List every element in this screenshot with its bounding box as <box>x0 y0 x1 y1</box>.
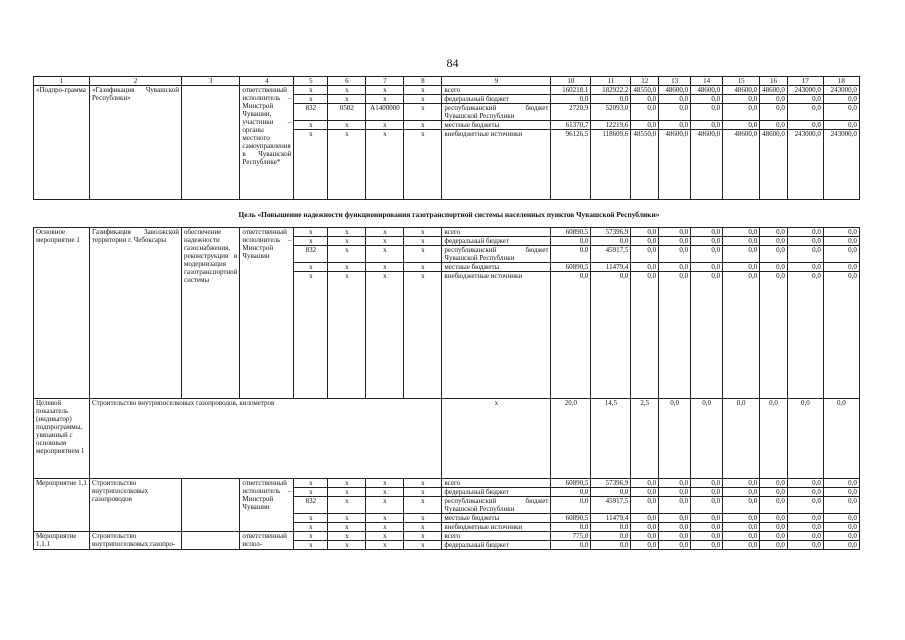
value-cell: 0,0 <box>823 95 859 104</box>
value-cell: 60890,5 <box>551 263 591 272</box>
code-cell: x <box>294 86 328 95</box>
value-cell: 0,0 <box>823 104 859 121</box>
code-cell: x <box>366 237 404 246</box>
indicator-value: 0,0 <box>659 399 691 479</box>
value-cell: 0,0 <box>591 488 631 497</box>
executor-cell: ответственный исполнитель – Минстрой Чувашии <box>240 479 294 532</box>
value-cell: 0,0 <box>631 514 659 523</box>
value-cell: 0,0 <box>823 497 859 514</box>
value-cell: 0,0 <box>787 488 823 497</box>
column-header: 13 <box>659 77 691 86</box>
column-header: 6 <box>328 77 366 86</box>
value-cell: 11479,4 <box>591 263 631 272</box>
value-cell: 182922,2 <box>591 86 631 95</box>
funding-source: всего <box>442 532 551 541</box>
value-cell: 0,0 <box>723 497 760 514</box>
value-cell: 0,0 <box>823 488 859 497</box>
value-cell: 0,0 <box>723 532 760 541</box>
funding-source: местные бюджеты <box>442 263 551 272</box>
value-cell: 52093,0 <box>591 104 631 121</box>
table-row <box>34 479 860 488</box>
code-cell: x <box>294 95 328 104</box>
indicator-value: 14,5 <box>591 399 631 479</box>
column-header: 4 <box>240 77 294 86</box>
value-cell: 0,0 <box>723 104 760 121</box>
value-cell: 48550,0 <box>631 130 659 200</box>
value-cell: 0,0 <box>591 237 631 246</box>
code-cell: x <box>366 497 404 514</box>
value-cell: 0,0 <box>823 263 859 272</box>
value-cell: 0,0 <box>691 532 723 541</box>
value-cell: 0,0 <box>659 497 691 514</box>
goal-heading: Цель «Повышение надежности функционирования газотранспортной системы населенных пунктов Чувашской Республики» <box>238 210 660 219</box>
value-cell: 0,0 <box>659 121 691 130</box>
indicator-x: x <box>442 399 551 479</box>
result-cell <box>182 532 240 550</box>
value-cell: 0,0 <box>787 532 823 541</box>
value-cell: 243000,0 <box>787 130 823 200</box>
funding-source: республиканский бюджет Чувашской Республики <box>442 104 551 121</box>
value-cell: 0,0 <box>787 246 823 263</box>
indicator-value: 20,0 <box>551 399 591 479</box>
result-cell <box>182 479 240 532</box>
value-cell: 0,0 <box>723 263 760 272</box>
code-cell: x <box>404 479 442 488</box>
value-cell: 60890,5 <box>551 514 591 523</box>
value-cell: 0,0 <box>551 95 591 104</box>
code-cell: x <box>366 86 404 95</box>
value-cell: 0,0 <box>787 541 823 550</box>
value-cell: 0,0 <box>787 479 823 488</box>
value-cell: 0,0 <box>691 497 723 514</box>
executor-cell: ответственный испол- <box>240 532 294 550</box>
value-cell: 48600,0 <box>691 130 723 200</box>
value-cell: 243000,0 <box>823 130 859 200</box>
funding-source: республиканский бюджет Чувашской Республики <box>442 497 551 514</box>
value-cell: 0,0 <box>787 272 823 399</box>
value-cell: 0,0 <box>551 246 591 263</box>
value-cell: 0,0 <box>691 228 723 237</box>
code-cell: x <box>328 523 366 532</box>
value-cell: 0,0 <box>591 272 631 399</box>
value-cell: 0,0 <box>631 272 659 399</box>
value-cell: 61370,7 <box>551 121 591 130</box>
value-cell: 0,0 <box>723 523 760 532</box>
value-cell: 0,0 <box>787 104 823 121</box>
value-cell: 0,0 <box>787 514 823 523</box>
value-cell: 0,0 <box>760 263 788 272</box>
indicator-value: 0,0 <box>787 399 823 479</box>
code-cell: x <box>404 95 442 104</box>
column-header: 16 <box>760 77 788 86</box>
code-cell: 832 <box>294 246 328 263</box>
executor-cell: ответственный исполнитель – Минстрой Чувашии <box>240 228 294 399</box>
value-cell: 0,0 <box>760 541 788 550</box>
funding-source: республиканский бюджет Чувашской Республики <box>442 246 551 263</box>
indicator-value: 0,0 <box>760 399 788 479</box>
value-cell: 0,0 <box>659 246 691 263</box>
measure-name: Газификация Заволжской территории г. Чебоксары <box>90 228 182 399</box>
value-cell: 2720,9 <box>551 104 591 121</box>
value-cell: 0,0 <box>659 514 691 523</box>
value-cell: 0,0 <box>787 497 823 514</box>
value-cell: 0,0 <box>823 121 859 130</box>
code-cell: x <box>328 497 366 514</box>
value-cell: 0,0 <box>691 541 723 550</box>
value-cell: 0,0 <box>723 272 760 399</box>
code-cell: x <box>328 541 366 550</box>
column-header: 8 <box>404 77 442 86</box>
code-cell: x <box>404 541 442 550</box>
value-cell: 0,0 <box>631 95 659 104</box>
indicator-text: Строительство внутрипоселковых газопроводов, километров <box>90 399 442 479</box>
funding-source: федеральный бюджет <box>442 541 551 550</box>
code-cell: x <box>328 228 366 237</box>
value-cell: 0,0 <box>787 95 823 104</box>
value-cell: 0,0 <box>723 228 760 237</box>
code-cell: x <box>328 479 366 488</box>
value-cell: 0,0 <box>823 514 859 523</box>
value-cell: 243000,0 <box>823 86 859 95</box>
code-cell: x <box>366 121 404 130</box>
indicator-value: 2,5 <box>631 399 659 479</box>
code-cell: x <box>404 272 442 399</box>
table-row <box>34 228 860 237</box>
code-cell: x <box>294 532 328 541</box>
funding-source: местные бюджеты <box>442 121 551 130</box>
column-header: 10 <box>551 77 591 86</box>
value-cell: 0,0 <box>691 272 723 399</box>
value-cell: 0,0 <box>760 95 788 104</box>
column-header: 11 <box>591 77 631 86</box>
value-cell: 0,0 <box>591 523 631 532</box>
value-cell: 48600,0 <box>659 130 691 200</box>
indicator-label: Целевой показатель (индикатор) подпрограммы, увязанный с основным мероприятием 1 <box>34 399 90 479</box>
value-cell: 0,0 <box>659 95 691 104</box>
value-cell: 0,0 <box>723 488 760 497</box>
value-cell: 0,0 <box>551 237 591 246</box>
value-cell: 12219,6 <box>591 121 631 130</box>
value-cell: 0,0 <box>691 246 723 263</box>
value-cell: 0,0 <box>659 237 691 246</box>
funding-source: внебюджетные источники <box>442 130 551 200</box>
result-cell: обеспечение надежности газоснабжения, реконструкция и модернизация газотранспортной системы <box>182 228 240 399</box>
value-cell: 0,0 <box>691 95 723 104</box>
code-cell: x <box>328 237 366 246</box>
value-cell: 0,0 <box>551 497 591 514</box>
code-cell: x <box>294 541 328 550</box>
header-row <box>34 77 860 86</box>
code-cell: 832 <box>294 104 328 121</box>
value-cell: 0,0 <box>551 541 591 550</box>
value-cell: 775,0 <box>551 532 591 541</box>
value-cell: 0,0 <box>659 228 691 237</box>
value-cell: 0,0 <box>723 541 760 550</box>
value-cell: 0,0 <box>787 263 823 272</box>
value-cell: 0,0 <box>823 532 859 541</box>
funding-source: федеральный бюджет <box>442 95 551 104</box>
value-cell: 0,0 <box>823 541 859 550</box>
value-cell: 0,0 <box>631 246 659 263</box>
value-cell: 0,0 <box>631 237 659 246</box>
code-cell: x <box>328 272 366 399</box>
value-cell: 0,0 <box>787 121 823 130</box>
value-cell: 0,0 <box>631 497 659 514</box>
value-cell: 0,0 <box>631 263 659 272</box>
column-header: 12 <box>631 77 659 86</box>
value-cell: 0,0 <box>823 228 859 237</box>
value-cell: 0,0 <box>723 95 760 104</box>
value-cell: 0,0 <box>691 237 723 246</box>
value-cell: 0,0 <box>631 488 659 497</box>
code-cell: x <box>404 497 442 514</box>
value-cell: 57396,9 <box>591 228 631 237</box>
column-header: 7 <box>366 77 404 86</box>
value-cell: 0,0 <box>631 541 659 550</box>
value-cell: 0,0 <box>823 237 859 246</box>
value-cell: 48600,0 <box>760 130 788 200</box>
value-cell: 0,0 <box>760 237 788 246</box>
value-cell: 0,0 <box>659 272 691 399</box>
code-cell: x <box>404 523 442 532</box>
table-row <box>34 532 860 541</box>
column-header: 5 <box>294 77 328 86</box>
code-cell: x <box>328 121 366 130</box>
result-cell <box>182 86 240 200</box>
value-cell: 0,0 <box>760 104 788 121</box>
measure-name: Строительство внутрипоселковых газопро- <box>90 532 182 550</box>
measure-name: Строительство внутрипоселковых газопроводов <box>90 479 182 532</box>
value-cell: 0,0 <box>551 523 591 532</box>
value-cell: 0,0 <box>631 228 659 237</box>
value-cell: 0,0 <box>591 541 631 550</box>
value-cell: 0,0 <box>691 104 723 121</box>
value-cell: 0,0 <box>591 532 631 541</box>
value-cell: 0,0 <box>659 488 691 497</box>
code-cell: x <box>328 514 366 523</box>
value-cell: 0,0 <box>691 523 723 532</box>
value-cell: 0,0 <box>823 272 859 399</box>
value-cell: 48600,0 <box>691 86 723 95</box>
funding-source: внебюджетные источники <box>442 272 551 399</box>
code-cell: x <box>294 272 328 399</box>
code-cell: x <box>328 532 366 541</box>
column-header: 17 <box>787 77 823 86</box>
value-cell: 45917,5 <box>591 246 631 263</box>
value-cell: 0,0 <box>659 263 691 272</box>
page-number: 84 <box>446 56 459 70</box>
code-cell: x <box>328 86 366 95</box>
value-cell: 0,0 <box>723 121 760 130</box>
value-cell: 48550,0 <box>631 86 659 95</box>
code-cell: x <box>404 130 442 200</box>
code-cell: x <box>366 541 404 550</box>
value-cell: 45917,5 <box>591 497 631 514</box>
value-cell: 160218,1 <box>551 86 591 95</box>
code-cell: x <box>366 523 404 532</box>
value-cell: 0,0 <box>760 523 788 532</box>
value-cell: 0,0 <box>823 523 859 532</box>
value-cell: 96126,5 <box>551 130 591 200</box>
row-label: Мероприятие 1.1.1 <box>34 532 90 550</box>
code-cell: x <box>404 121 442 130</box>
code-cell: x <box>404 237 442 246</box>
code-cell: x <box>366 246 404 263</box>
code-cell: x <box>366 532 404 541</box>
value-cell: 0,0 <box>787 523 823 532</box>
column-header: 9 <box>442 77 551 86</box>
code-cell: x <box>328 246 366 263</box>
indicator-value: 0,0 <box>823 399 859 479</box>
table-row <box>34 86 860 95</box>
value-cell: 0,0 <box>631 104 659 121</box>
code-cell: x <box>328 263 366 272</box>
column-header: 3 <box>182 77 240 86</box>
value-cell: 57396,9 <box>591 479 631 488</box>
column-header: 1 <box>34 77 90 86</box>
value-cell: 0,0 <box>659 523 691 532</box>
value-cell: 243000,0 <box>787 86 823 95</box>
code-cell: x <box>404 514 442 523</box>
code-cell: x <box>294 130 328 200</box>
column-header: 15 <box>723 77 760 86</box>
code-cell: 832 <box>294 497 328 514</box>
funding-source: местные бюджеты <box>442 514 551 523</box>
value-cell: 0,0 <box>591 95 631 104</box>
value-cell: 0,0 <box>723 514 760 523</box>
funding-source: всего <box>442 479 551 488</box>
code-cell: x <box>366 272 404 399</box>
code-cell: 0502 <box>328 104 366 121</box>
code-cell: x <box>294 514 328 523</box>
value-cell: 0,0 <box>723 479 760 488</box>
indicator-value: 0,0 <box>723 399 760 479</box>
code-cell: x <box>294 523 328 532</box>
code-cell: x <box>294 237 328 246</box>
value-cell: 0,0 <box>723 246 760 263</box>
program-table <box>33 76 860 550</box>
code-cell: x <box>328 488 366 497</box>
code-cell: x <box>328 130 366 200</box>
code-cell: x <box>366 95 404 104</box>
value-cell: 0,0 <box>551 272 591 399</box>
funding-source: всего <box>442 86 551 95</box>
code-cell: x <box>294 228 328 237</box>
code-cell: x <box>366 479 404 488</box>
code-cell: x <box>366 228 404 237</box>
value-cell: 118609,6 <box>591 130 631 200</box>
indicator-row <box>34 399 860 479</box>
row-label: «Подпро-грамма <box>34 86 90 200</box>
column-header: 2 <box>90 77 182 86</box>
value-cell: 0,0 <box>659 541 691 550</box>
value-cell: 0,0 <box>631 532 659 541</box>
value-cell: 0,0 <box>691 121 723 130</box>
code-cell: x <box>404 228 442 237</box>
value-cell: 11479,4 <box>591 514 631 523</box>
code-cell: x <box>294 121 328 130</box>
value-cell: 0,0 <box>760 497 788 514</box>
value-cell: 0,0 <box>787 237 823 246</box>
funding-source: внебюджетные источники <box>442 523 551 532</box>
row-label: Мероприятие 1.1 <box>34 479 90 532</box>
row-label: Основное мероприятие 1 <box>34 228 90 399</box>
indicator-value: 0,0 <box>691 399 723 479</box>
value-cell: 0,0 <box>691 514 723 523</box>
code-cell: x <box>366 514 404 523</box>
value-cell: 0,0 <box>760 479 788 488</box>
code-cell: x <box>366 263 404 272</box>
value-cell: 48600,0 <box>659 86 691 95</box>
value-cell: 0,0 <box>659 104 691 121</box>
funding-source: федеральный бюджет <box>442 488 551 497</box>
code-cell: x <box>404 104 442 121</box>
value-cell: 48600,0 <box>723 130 760 200</box>
value-cell: 0,0 <box>823 246 859 263</box>
value-cell: 0,0 <box>787 228 823 237</box>
code-cell: x <box>404 532 442 541</box>
code-cell: x <box>404 488 442 497</box>
value-cell: 0,0 <box>659 479 691 488</box>
code-cell: x <box>294 488 328 497</box>
value-cell: 0,0 <box>659 532 691 541</box>
value-cell: 0,0 <box>823 479 859 488</box>
code-cell: x <box>366 488 404 497</box>
column-header: 14 <box>691 77 723 86</box>
value-cell: 0,0 <box>631 121 659 130</box>
value-cell: 60890,5 <box>551 479 591 488</box>
measure-name: «Газификация Чувашской Республики» <box>90 86 182 200</box>
value-cell: 48600,0 <box>723 86 760 95</box>
value-cell: 0,0 <box>723 237 760 246</box>
funding-source: всего <box>442 228 551 237</box>
value-cell: 0,0 <box>760 532 788 541</box>
value-cell: 0,0 <box>760 272 788 399</box>
value-cell: 0,0 <box>760 514 788 523</box>
code-cell: x <box>404 246 442 263</box>
value-cell: 60890,5 <box>551 228 591 237</box>
value-cell: 0,0 <box>760 488 788 497</box>
value-cell: 0,0 <box>551 488 591 497</box>
value-cell: 0,0 <box>691 488 723 497</box>
code-cell: x <box>294 479 328 488</box>
value-cell: 0,0 <box>760 228 788 237</box>
code-cell: x <box>404 263 442 272</box>
code-cell: x <box>404 86 442 95</box>
value-cell: 0,0 <box>631 523 659 532</box>
value-cell: 0,0 <box>691 263 723 272</box>
value-cell: 0,0 <box>760 246 788 263</box>
code-cell: x <box>328 95 366 104</box>
code-cell: x <box>366 130 404 200</box>
code-cell: x <box>294 263 328 272</box>
column-header: 18 <box>823 77 859 86</box>
value-cell: 0,0 <box>760 121 788 130</box>
executor-cell: ответственный исполнитель – Минстрой Чувашии, участники – органы местного самоуправления в Чувашской Республике* <box>240 86 294 200</box>
value-cell: 0,0 <box>691 479 723 488</box>
funding-source: федеральный бюджет <box>442 237 551 246</box>
code-cell: А1400000 <box>366 104 404 121</box>
value-cell: 48600,0 <box>760 86 788 95</box>
value-cell: 0,0 <box>631 479 659 488</box>
